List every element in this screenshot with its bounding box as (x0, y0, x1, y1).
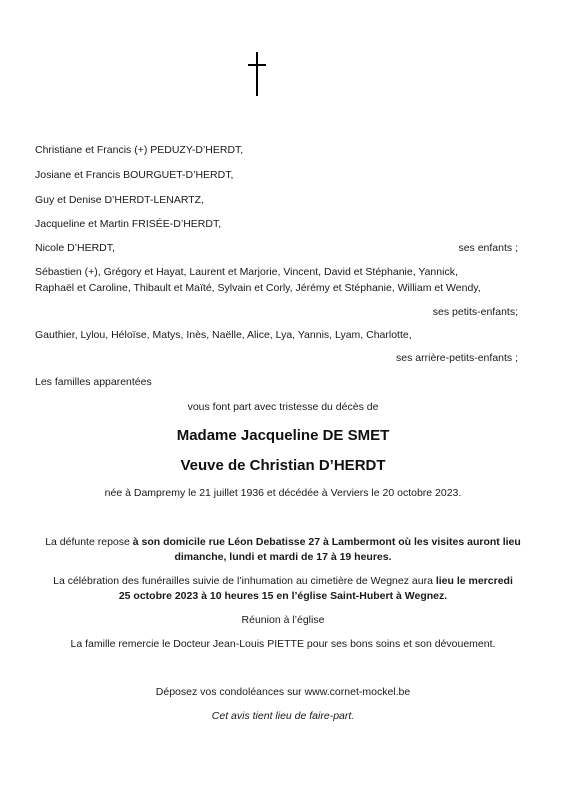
funeral-line-1 (0, 575, 566, 587)
visitation-line-1 (0, 536, 566, 548)
funeral-prefix: La célébration des funérailles suivie de l’inhumation au cimetière de Wegnez aura (53, 575, 436, 587)
funeral-details: 25 octobre 2023 à 10 heures 15 en l’église Saint-Hubert à Wegnez. (118, 590, 448, 602)
announcement-intro: vous font part avec tristesse du décès de (187, 401, 379, 413)
widow-of: Veuve de Christian D’HERDT (180, 457, 386, 474)
condolences-link[interactable]: Déposez vos condoléances sur www.cornet-mockel.be (155, 686, 411, 698)
relatives: Les familles apparentées (35, 376, 152, 388)
deceased-name: Madame Jacqueline DE SMET (176, 427, 390, 444)
grandchildren-line-1: Sébastien (+), Grégory et Hayat, Laurent et Marjorie, Vincent, David et Stéphanie, Yannick, (35, 266, 458, 278)
child-3: Guy et Denise D’HERDT-LENARTZ, (35, 194, 205, 206)
reunion: Réunion à l’église (241, 614, 325, 626)
great-grandchildren-label: ses arrière-petits-enfants ; (396, 352, 518, 364)
child-5: Nicole D’HERDT, (35, 242, 115, 254)
child-1: Christiane et Francis (+) PEDUZY-D’HERDT, (35, 144, 244, 156)
visitation-prefix: La défunte repose (45, 536, 133, 548)
birth-death-dates: née à Dampremy le 21 juillet 1936 et décédée à Verviers le 20 octobre 2023. (104, 487, 462, 499)
visitation-location: à son domicile rue Léon Debatisse 27 à Lambermont où les visites auront lieu (132, 536, 521, 548)
child-2: Josiane et Francis BOURGUET-D’HERDT, (35, 169, 234, 181)
child-4: Jacqueline et Martin FRISÉE-D’HERDT, (35, 218, 222, 230)
grandchildren-label: ses petits-enfants; (432, 306, 518, 318)
children-label: ses enfants ; (458, 242, 518, 254)
funeral-day: lieu le mercredi (435, 575, 513, 587)
latin-cross-icon (246, 52, 268, 96)
grandchildren-line-2: Raphaël et Caroline, Thibault et Maïté, Sylvain et Corly, Jérémy et Stéphanie, William et Wendy, (35, 282, 481, 294)
visitation-times: dimanche, lundi et mardi de 17 à 19 heures. (174, 551, 392, 563)
great-grandchildren: Gauthier, Lylou, Héloïse, Matys, Inès, Naëlle, Alice, Lya, Yannis, Lyam, Charlotte, (35, 329, 412, 341)
faire-part-notice: Cet avis tient lieu de faire-part. (211, 710, 355, 722)
thanks: La famille remercie le Docteur Jean-Louis PIETTE pour ses bons soins et son dévouement. (70, 638, 496, 650)
